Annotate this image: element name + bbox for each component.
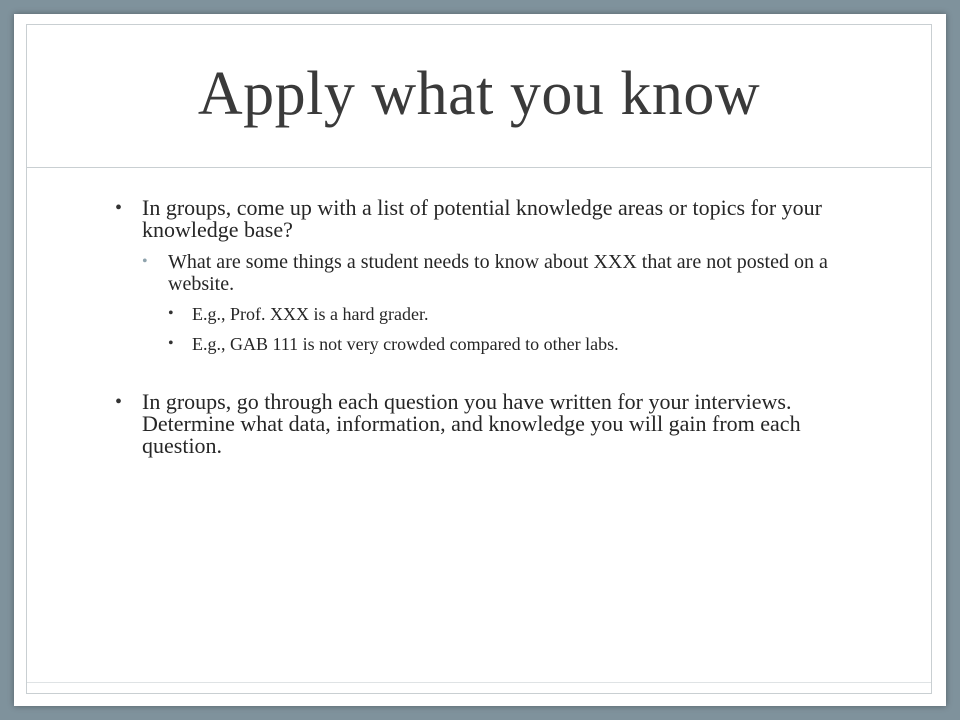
example-bullet-dot-icon: • bbox=[168, 305, 174, 322]
bullet-item-2 bbox=[101, 391, 861, 457]
bullet-list bbox=[101, 197, 861, 457]
sub-bullet-item-1 bbox=[142, 251, 861, 355]
slide-content-frame bbox=[26, 24, 932, 694]
bullet-dot-icon: • bbox=[115, 391, 123, 413]
bullet-text: In groups, go through each question you have written for your interviews. Determine what data, information, and knowledge you will gain from each question. bbox=[142, 389, 801, 458]
example-bullet-dot-icon: • bbox=[168, 335, 174, 352]
slide-title: Apply what you know bbox=[197, 60, 761, 128]
bullet-item-1 bbox=[101, 197, 861, 355]
title-area bbox=[27, 25, 931, 175]
example-item-1 bbox=[168, 303, 861, 325]
bullet-text: In groups, come up with a list of potential knowledge areas or topics for your knowledge base? bbox=[142, 195, 823, 242]
example-list bbox=[168, 303, 861, 355]
slide bbox=[14, 14, 946, 706]
example-item-2 bbox=[168, 333, 861, 355]
sub-bullet-dot-icon: • bbox=[142, 253, 148, 270]
example-text: E.g., GAB 111 is not very crowded compared to other labs. bbox=[192, 334, 619, 354]
sub-bullet-list bbox=[142, 251, 861, 355]
example-text: E.g., Prof. XXX is a hard grader. bbox=[192, 304, 429, 324]
bullet-dot-icon: • bbox=[115, 197, 123, 219]
title-divider bbox=[27, 167, 931, 168]
footer-band bbox=[27, 682, 931, 693]
sub-bullet-text: What are some things a student needs to know about XXX that are not posted on a website. bbox=[168, 251, 828, 295]
bullet-content bbox=[101, 197, 861, 457]
